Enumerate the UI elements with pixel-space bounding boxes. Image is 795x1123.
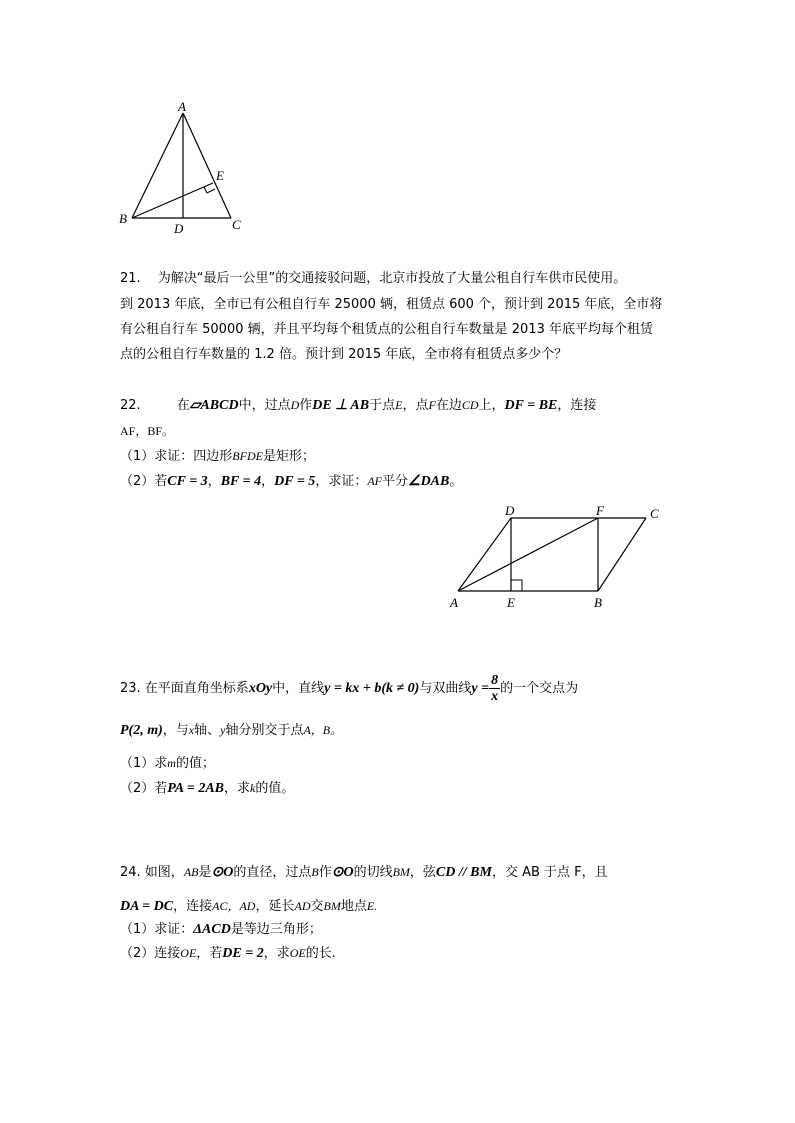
q24-var: AB: [183, 865, 199, 879]
q23-formula: P(2, m): [120, 723, 163, 738]
q24-text: ，求: [263, 946, 290, 961]
q22-text: ，: [207, 474, 221, 489]
q21-line2: 到 2013 年底，全市已有公租自行车 25000 辆，租赁点 600 个，预计到 2015 年底，全市将: [120, 297, 663, 312]
q23-part1: [120, 755, 215, 772]
q23-line2: [120, 722, 342, 739]
q24-text: （2）连接: [120, 946, 181, 961]
q22-var: F: [428, 398, 436, 412]
q24-text: 24. 如图，: [120, 865, 184, 880]
q24-var: AC，AD: [212, 899, 256, 913]
q24-formula: ⊙O: [331, 865, 354, 880]
q23-text: （2）若: [120, 781, 168, 796]
q22-formula: BF = 4: [220, 474, 262, 489]
q24-part1: [120, 922, 322, 938]
q23-text: 轴分别交于点: [225, 723, 304, 738]
label-b: B: [119, 211, 127, 226]
label-a: A: [178, 100, 186, 114]
q22-text: （1）求证：四边形: [120, 449, 233, 464]
q22-number: 22.: [120, 398, 141, 413]
q23-text: 与双曲线: [419, 681, 472, 696]
q21-line3: 有公租自行车 50000 辆，并且平均每个租赁点的公租自行车数量是 2013 年底平均每个租赁: [120, 322, 653, 337]
label-b: B: [594, 595, 602, 610]
q24-var: E.: [366, 899, 378, 913]
q22-text: ，求证：: [315, 474, 368, 489]
q23-formula: xOy: [248, 681, 273, 696]
label-d: D: [174, 221, 184, 236]
q24-text: 的切线: [353, 865, 393, 880]
q24-line2: [120, 898, 377, 915]
q24-formula: ΔACD: [193, 922, 231, 937]
q22-formula: CF = 3: [167, 474, 208, 489]
side-bc: [598, 518, 646, 591]
q24-text: 的直径，过点: [233, 865, 312, 880]
q22-text: 于点: [369, 398, 396, 413]
q24-var: OE: [289, 946, 306, 960]
right-angle-mark: [204, 187, 215, 193]
q24-text: 交: [310, 899, 324, 914]
q24-var: B: [311, 865, 319, 879]
q23-text: ，与: [162, 723, 189, 738]
q24-var: BM: [392, 865, 410, 879]
q24-formula: CD // BM: [435, 865, 492, 880]
q22-text: 是矩形；: [262, 449, 315, 464]
q22-formula: DF = BE: [504, 398, 558, 413]
q22-part2: [120, 473, 462, 490]
label-d: D: [505, 503, 515, 518]
q22-text: ，连接: [557, 398, 597, 413]
label-e: E: [216, 168, 224, 183]
q22-var: D: [290, 398, 300, 412]
q22-formula: DF = 5: [274, 474, 316, 489]
q22-text: ，点: [402, 398, 429, 413]
right-angle-mark: [511, 580, 522, 591]
q22-text: AF，BF。: [120, 424, 175, 438]
q24-text: 是: [198, 865, 212, 880]
q24-formula: ⊙O: [211, 865, 234, 880]
q23-var: A，B。: [303, 723, 343, 737]
q22-text: 在边: [435, 398, 462, 413]
q22-text: 在: [176, 398, 190, 413]
q24-line1: [120, 864, 608, 881]
parallelogram-figure: [440, 500, 670, 615]
q22-var: BFDE: [232, 449, 263, 463]
q21-line4: 点的公租自行车数量的 1.2 倍。预计到 2015 年底，全市将有租赁点多少个？: [120, 347, 568, 362]
label-a: A: [450, 595, 458, 610]
q24-text: （1）求证：: [120, 922, 194, 937]
q24-formula: DE = 2: [222, 946, 264, 961]
segment-af: [458, 518, 598, 591]
q22-text: 。: [449, 474, 463, 489]
q23-text: 23. 在平面直角坐标系: [120, 681, 249, 696]
q23-var: m: [167, 756, 176, 770]
q24-text: ，若: [196, 946, 223, 961]
q22-text: 中，过点: [238, 398, 291, 413]
fraction-8-over-x: [489, 673, 500, 704]
q24-text: 的长.: [305, 946, 336, 961]
q23-part2: [120, 780, 294, 797]
q23-var: k: [250, 781, 256, 795]
label-f: F: [596, 503, 604, 518]
side-ab: [132, 113, 183, 218]
q24-part2: [120, 945, 336, 962]
q24-text: ，交 AB 于点 F，且: [491, 865, 608, 880]
q22-var: E: [395, 398, 403, 412]
label-e: E: [507, 595, 515, 610]
q22-text: ，: [261, 474, 275, 489]
fraction-numerator: 8: [491, 673, 499, 688]
q23-var: y: [220, 723, 226, 737]
q24-text: 是等边三角形；: [230, 922, 322, 937]
q22-var: AF: [367, 474, 382, 488]
q23-var: x: [188, 723, 195, 737]
q22-formula: ∠DAB: [408, 474, 450, 489]
q23-formula: y =: [471, 681, 490, 696]
q22-line1: [120, 397, 596, 414]
q24-var: BM: [323, 899, 341, 913]
q22-text: 上，: [478, 398, 505, 413]
q22-line2: [120, 423, 174, 440]
q23-text: （1）求: [120, 756, 168, 771]
q24-text: 作: [318, 865, 332, 880]
q22-formula: DE ⊥ AB: [312, 398, 370, 413]
fraction-denominator: x: [491, 689, 499, 704]
q23-text: 中，直线: [272, 681, 325, 696]
q22-text: （2）若: [120, 474, 168, 489]
q23-text: 轴、: [194, 723, 221, 738]
label-c: C: [650, 506, 659, 521]
q23-formula: y = kx + b(k ≠ 0): [324, 681, 420, 696]
q22-text: 平分: [382, 474, 409, 489]
q24-var: OE: [180, 946, 197, 960]
q23-line1: [120, 672, 578, 706]
q24-text: ，连接: [173, 899, 213, 914]
q23-text: 的值；: [175, 756, 215, 771]
q24-text: ，延长: [255, 899, 295, 914]
q23-text: 的一个交点为: [500, 681, 579, 696]
side-ad: [458, 518, 511, 591]
q24-var: AD: [294, 899, 311, 913]
q21-line1: 21. 为解决“最后一公里”的交通接驳问题，北京市投放了大量公租自行车供市民使用。: [120, 271, 627, 286]
q24-formula: DA = DC: [120, 899, 174, 914]
parallelogram-abcd: ▱ABCD: [189, 398, 239, 413]
q22-part1: [120, 448, 315, 465]
side-ac: [183, 113, 231, 218]
q23-text: 的值。: [255, 781, 295, 796]
segment-be: [132, 183, 213, 218]
q22-var: CD: [461, 398, 479, 412]
q24-text: ，弦: [409, 865, 436, 880]
triangle-figure: [110, 100, 260, 240]
q22-text: 作: [299, 398, 313, 413]
q23-text: ，求: [224, 781, 251, 796]
q23-formula: PA = 2AB: [167, 781, 225, 796]
label-c: C: [232, 217, 241, 232]
q24-text: 地点: [340, 899, 367, 914]
